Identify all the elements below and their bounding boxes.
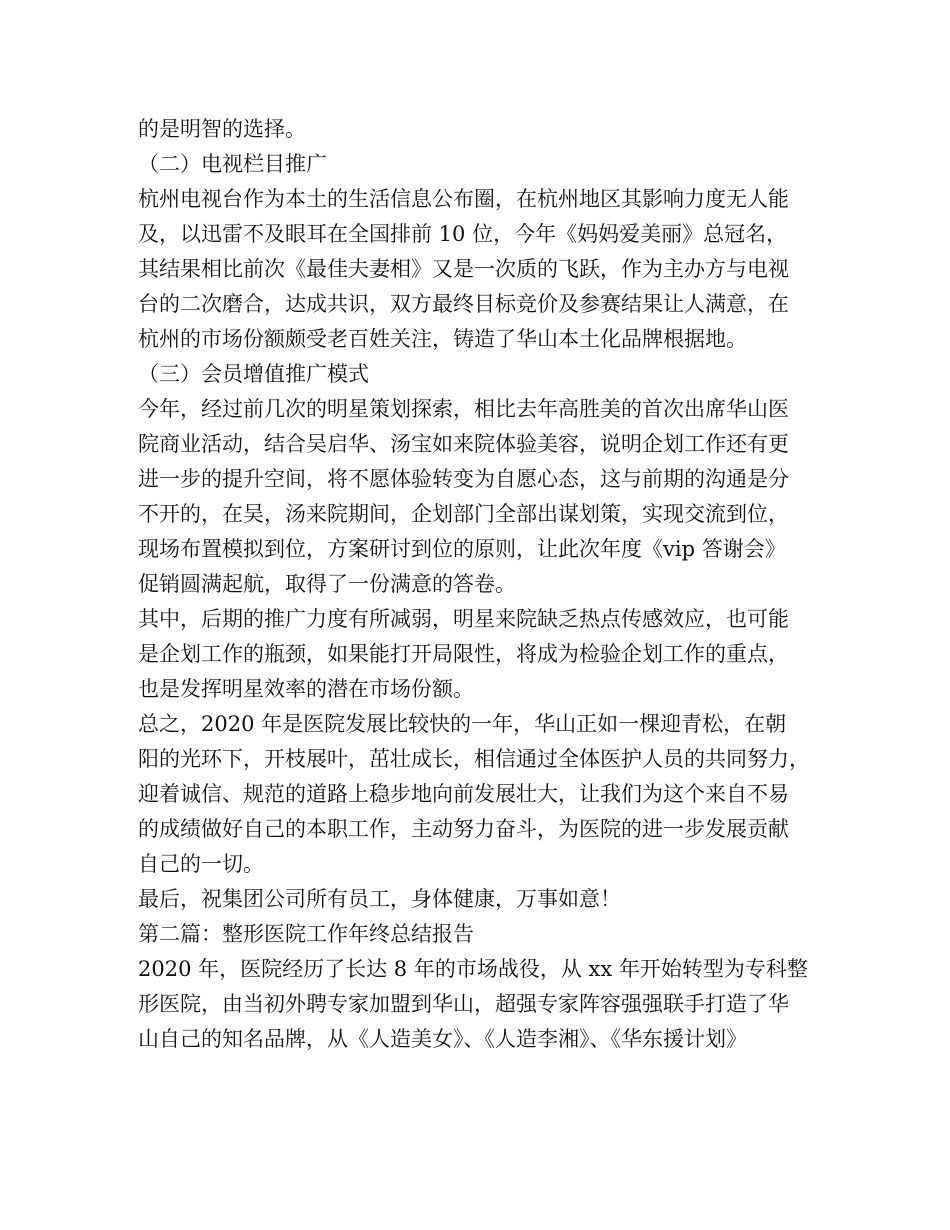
document-body (138, 112, 828, 1057)
text-line: 其中，后期的推广力度有所减弱，明星来院缺乏热点传感效应，也可能 (138, 607, 789, 631)
text-line: 其结果相比前次《最佳夫妻相》又是一次质的飞跃，作为主办方与电视 (138, 257, 789, 281)
text-line: 院商业活动，结合吴启华、汤宝如来院体验美容，说明企划工作还有更 (138, 432, 789, 456)
text-line: 进一步的提升空间，将不愿体验转变为自愿心态，这与前期的沟通是分 (138, 467, 789, 491)
text-line: 今年，经过前几次的明星策划探索，相比去年高胜美的首次出席华山医 (138, 397, 789, 421)
section-heading: （三）会员增值推广模式 (138, 362, 369, 386)
text-line: 现场布置模拟到位，方案研讨到位的原则，让此次年度《vip 答谢会》 (138, 537, 786, 561)
text-line: 的成绩做好自己的本职工作，主动努力奋斗，为医院的进一步发展贡献 (138, 817, 789, 841)
text-line: 总之，2020 年是医院发展比较快的一年，华山正如一棵迎青松，在朝 (138, 712, 787, 736)
text-line: 及，以迅雷不及眼耳在全国排前 10 位，今年《妈妈爱美丽》总冠名， (138, 222, 788, 246)
text-line: 最后，祝集团公司所有员工，身体健康，万事如意！ (138, 887, 621, 911)
text-line: 自己的一切。 (138, 852, 264, 876)
text-line: 杭州的市场份额颇受老百姓关注，铸造了华山本土化品牌根据地。 (138, 327, 747, 351)
text-line: 也是发挥明星效率的潜在市场份额。 (138, 677, 474, 701)
text-line: 2020 年，医院经历了长达 8 年的市场战役，从 xx 年开始转型为专科整 (138, 957, 808, 981)
text-line: 迎着诚信、规范的道路上稳步地向前发展壮大，让我们为这个来自不易 (138, 782, 789, 806)
text-line: 是企划工作的瓶颈，如果能打开局限性，将成为检验企划工作的重点， (138, 642, 789, 666)
article-heading: 第二篇：整形医院工作年终总结报告 (138, 922, 474, 946)
text-line: 阳的光环下，开枝展叶，茁壮成长，相信通过全体医护人员的共同努力， (138, 747, 810, 771)
text-line: 促销圆满起航，取得了一份满意的答卷。 (138, 572, 516, 596)
text-line: 形医院，由当初外聘专家加盟到华山，超强专家阵容强强联手打造了华 (138, 992, 789, 1016)
section-heading: （二）电视栏目推广 (138, 152, 327, 176)
text-line: 山自己的知名品牌，从《人造美女》、《人造李湘》、《华东援计划》 (138, 1027, 747, 1051)
text-line: 的是明智的选择。 (138, 117, 306, 141)
text-line: 台的二次磨合，达成共识，双方最终目标竞价及参赛结果让人满意，在 (138, 292, 789, 316)
text-line: 不开的，在吴，汤来院期间，企划部门全部出谋划策，实现交流到位， (138, 502, 789, 526)
text-line: 杭州电视台作为本土的生活信息公布圈，在杭州地区其影响力度无人能 (138, 187, 789, 211)
